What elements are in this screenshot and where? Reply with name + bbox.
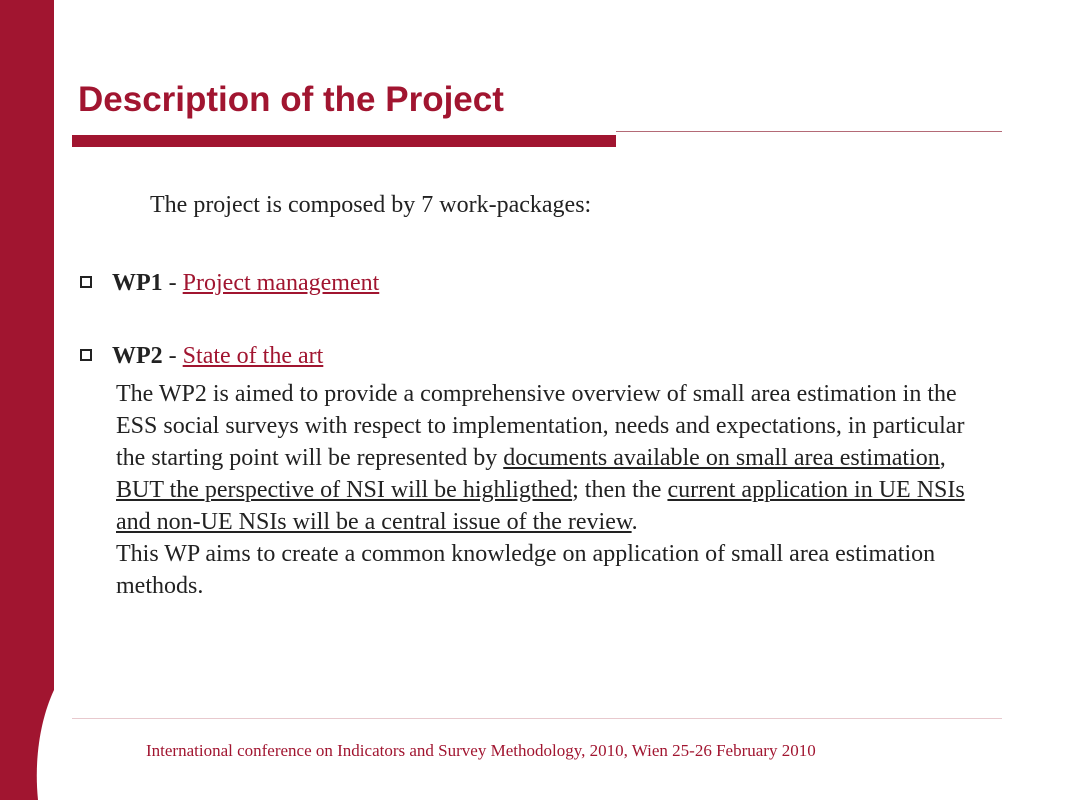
wp2-paragraph-2 — [116, 442, 996, 538]
wp2-code: WP2 — [112, 343, 163, 369]
wp1-code: WP1 — [112, 270, 163, 296]
para2-text-4: . — [631, 509, 638, 535]
title-underline-bar — [72, 135, 616, 147]
wp2-paragraph-1: The WP2 is aimed to provide a comprehensive overview of small area estimation in the ESS social surveys with respect to implementation, needs and expectations, in particular — [116, 381, 965, 439]
wp1-separator: - — [162, 270, 183, 296]
footer-rule — [72, 718, 1002, 719]
wp1-link[interactable]: Project management — [182, 270, 380, 296]
footer-text: International conference on Indicators and Survey Methodology, 2010, Wien 25-26 February 2010 — [146, 741, 816, 760]
slide-title: Description of the Project — [78, 80, 504, 119]
para2-underline-1: documents available on small area estimation — [503, 445, 940, 471]
para2-underline-2: BUT the perspective of NSI will be highligthed — [116, 477, 573, 503]
para2-text-2: , — [939, 445, 946, 471]
checkbox-bullet-icon — [80, 276, 92, 288]
title-rule — [616, 131, 1002, 132]
wp2-description — [116, 378, 996, 602]
bullet-wp1 — [80, 270, 379, 297]
para2-text-1: the starting point will be represented by — [116, 445, 504, 471]
wp2-paragraph-3: This WP aims to create a common knowledge on application of small area estimation methods. — [116, 541, 936, 599]
intro-text: The project is composed by 7 work-packages: — [150, 192, 592, 218]
para2-text-3: ; then the — [572, 477, 668, 503]
bullet-wp2 — [80, 343, 323, 370]
checkbox-bullet-icon — [80, 349, 92, 361]
para2-underline-3: current application in UE NSIs and non-UE NSIs will be a central issue of the review — [116, 477, 965, 535]
wp2-separator: - — [162, 343, 183, 369]
wp2-link[interactable]: State of the art — [182, 343, 324, 369]
sidebar-notch-decoration — [0, 0, 54, 800]
